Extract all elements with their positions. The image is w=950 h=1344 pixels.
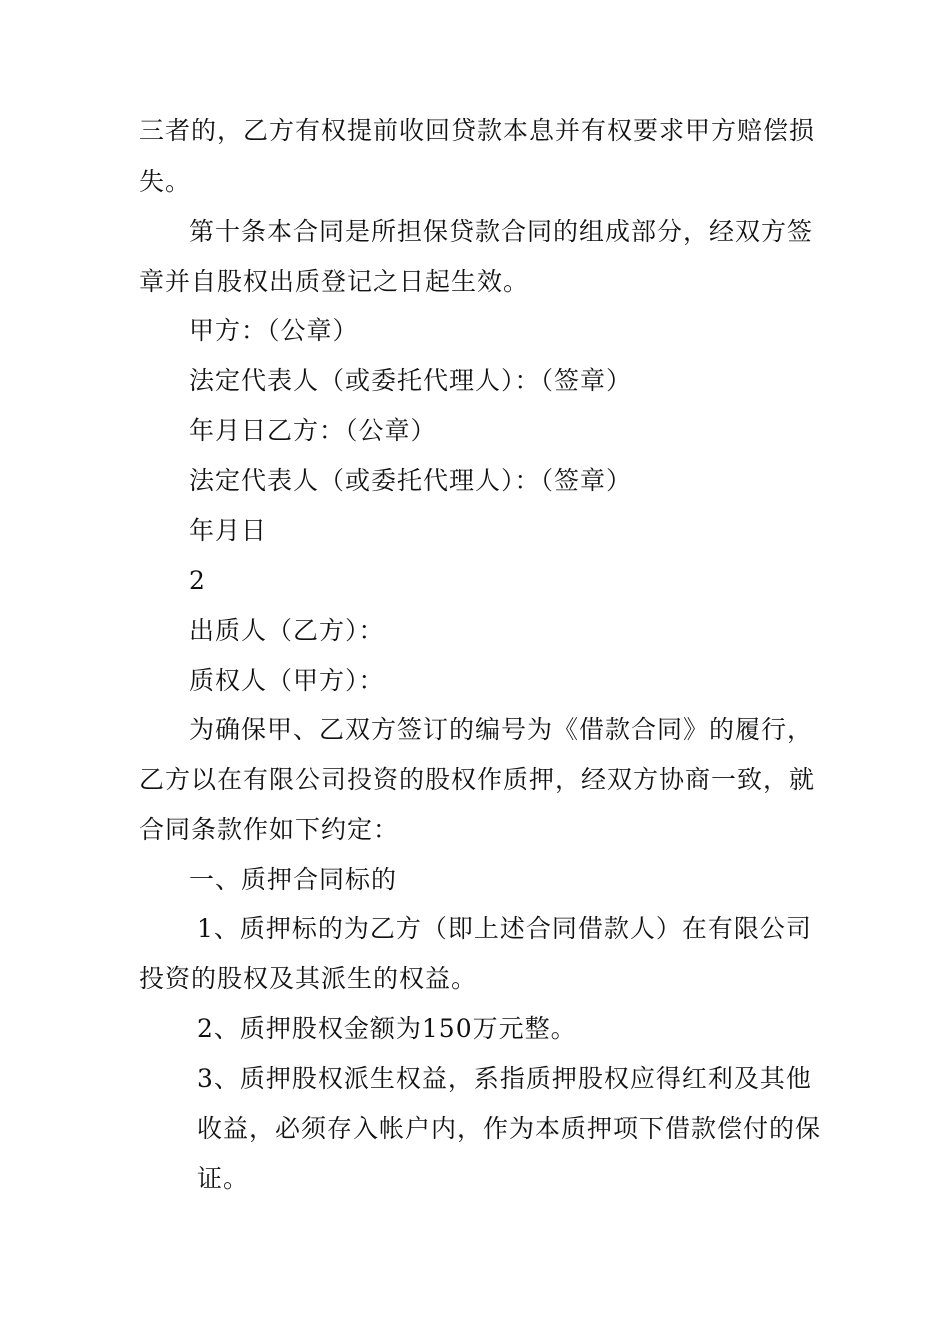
text-line: 质权人（甲方）： (189, 666, 385, 695)
section-heading: 一、质押合同标的 (189, 865, 398, 894)
text-line: 失。 (139, 167, 192, 196)
page-number: 2 (189, 566, 206, 595)
text-line: 为确保甲、乙双方签订的编号为《借款合同》的履行， (189, 715, 814, 744)
text-line: 法定代表人（或委托代理人）：（签章） (189, 466, 633, 495)
text-line: 法定代表人（或委托代理人）：（签章） (189, 366, 633, 395)
text-line: 证。 (197, 1164, 250, 1193)
text-line: 3、质押股权派生权益，系指质押股权应得红利及其他 (197, 1064, 812, 1093)
text-line: 三者的，乙方有权提前收回贷款本息并有权要求甲方赔偿损 (139, 116, 816, 145)
text-line: 乙方以在有限公司投资的股权作质押，经双方协商一致，就 (139, 765, 816, 794)
text-line: 出质人（乙方）： (189, 616, 385, 645)
text-line: 1、质押标的为乙方（即上述合同借款人）在有限公司 (197, 914, 812, 943)
text-line: 甲方：（公章） (189, 316, 359, 345)
text-line: 年月日 (189, 516, 268, 545)
text-line: 2、质押股权金额为150万元整。 (197, 1014, 577, 1043)
text-line: 年月日乙方：（公章） (189, 416, 437, 445)
text-line: 章并自股权出质登记之日起生效。 (139, 267, 530, 296)
text-line: 投资的股权及其派生的权益。 (139, 964, 478, 993)
text-line: 合同条款作如下约定： (139, 815, 400, 844)
text-line: 收益，必须存入帐户内，作为本质押项下借款偿付的保 (197, 1114, 822, 1143)
text-line: 第十条本合同是所担保贷款合同的组成部分，经双方签 (189, 217, 814, 246)
